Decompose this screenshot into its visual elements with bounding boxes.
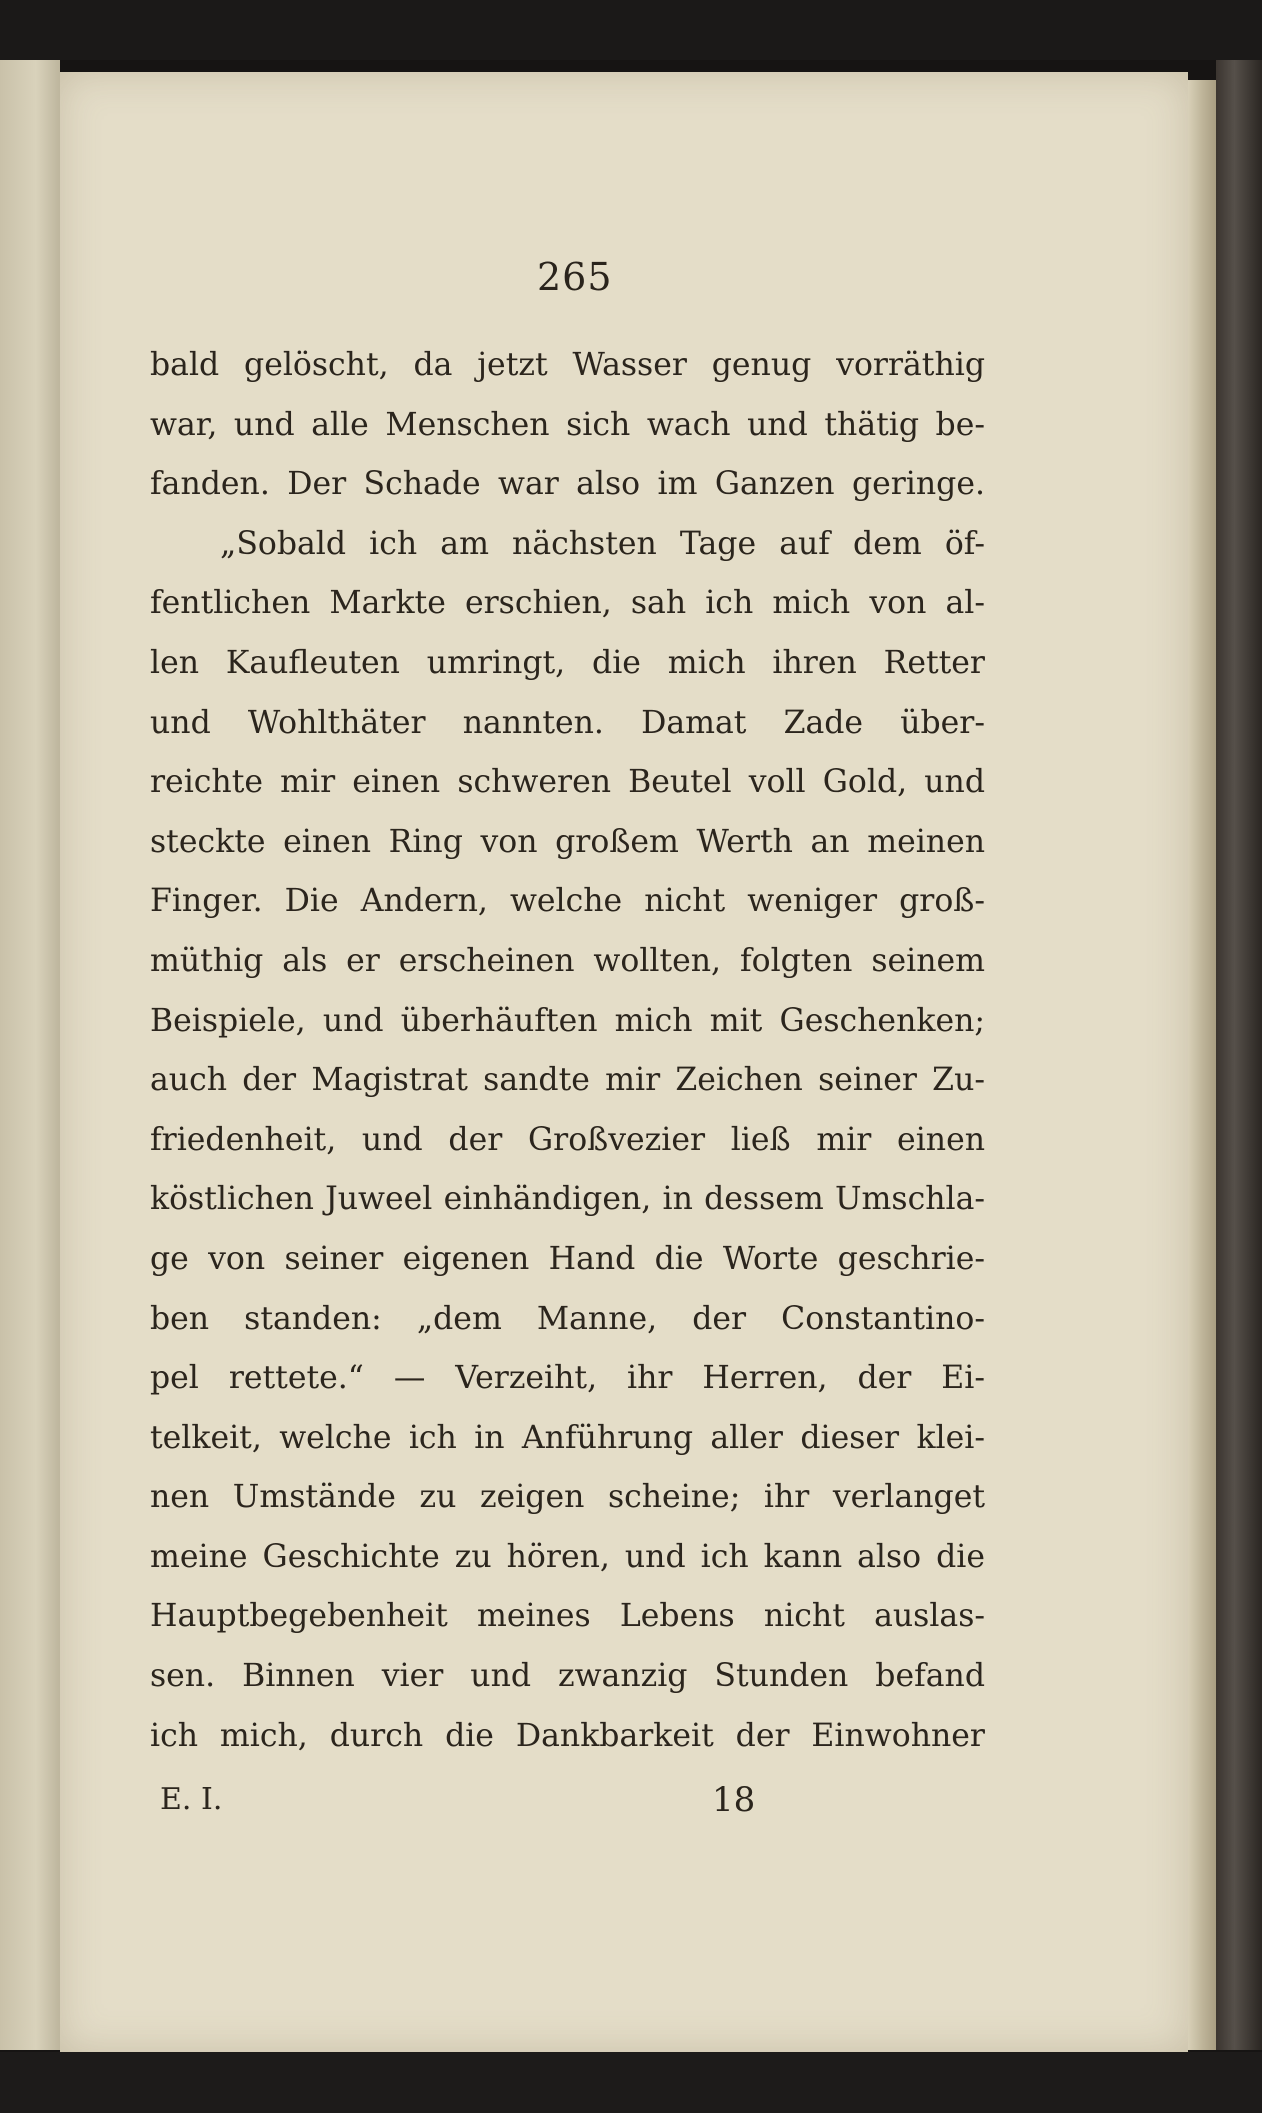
- text-line: bald gelöscht, da jetzt Wasser genug vorräthig: [150, 347, 985, 383]
- text-line: fanden. Der Schade war also im Ganzen geringe.: [150, 466, 985, 503]
- text-line: meine Geschichte zu hören, und ich kann also die: [150, 1538, 985, 1575]
- text-line: und Wohlthäter nannten. Damat Zade über-: [150, 704, 985, 741]
- text-line: fentlichen Markte erschien, sah ich mich von al-: [150, 585, 985, 622]
- page-fore-edge: [1188, 80, 1216, 2050]
- text-line: Hauptbegebenheit meines Lebens nicht auslas-: [150, 1598, 985, 1635]
- scan-top-border: [0, 0, 1262, 60]
- signature-mark: E. I.: [160, 1782, 223, 1817]
- text-line: auch der Magistrat sandte mir Zeichen seiner Zu-: [150, 1062, 985, 1099]
- scan-bottom-border: [0, 2052, 1262, 2113]
- text-line: friedenheit, und der Großvezier ließ mir einen: [150, 1121, 985, 1158]
- text-line: Beispiele, und überhäuften mich mit Geschenken;: [150, 1002, 985, 1039]
- catchword: 18: [712, 1780, 756, 1820]
- text-line: ge von seiner eigenen Hand die Worte geschrie-: [150, 1240, 985, 1277]
- text-line: köstlichen Juweel einhändigen, in dessem Umschla-: [150, 1181, 985, 1218]
- text-line: sen. Binnen vier und zwanzig Stunden befand: [150, 1658, 985, 1695]
- text-line: len Kaufleuten umringt, die mich ihren Retter: [150, 644, 985, 681]
- text-line: pel rettete.“ — Verzeiht, ihr Herren, der Ei-: [150, 1360, 985, 1397]
- book-cover-edge: [1216, 60, 1262, 2050]
- text-line: war, und alle Menschen sich wach und thätig be-: [150, 406, 985, 443]
- page-number: 265: [537, 255, 613, 299]
- text-line: „Sobald ich am nächsten Tage auf dem öf-: [220, 525, 985, 562]
- text-line: reichte mir einen schweren Beutel voll Gold, und: [150, 764, 985, 801]
- text-line: Finger. Die Andern, welche nicht weniger groß-: [150, 883, 985, 920]
- text-line: ich mich, durch die Dankbarkeit der Einwohner: [150, 1717, 985, 1754]
- text-line: steckte einen Ring von großem Werth an meinen: [150, 823, 985, 860]
- text-line: telkeit, welche ich in Anführung aller dieser klei-: [150, 1419, 985, 1456]
- text-line: nen Umstände zu zeigen scheine; ihr verlanget: [150, 1479, 985, 1516]
- facing-page-edge: [0, 60, 60, 2050]
- text-line: ben standen: „dem Manne, der Constantino-: [150, 1300, 985, 1337]
- body-text: [150, 336, 985, 1766]
- text-line: müthig als er erscheinen wollten, folgten seinem: [150, 942, 985, 979]
